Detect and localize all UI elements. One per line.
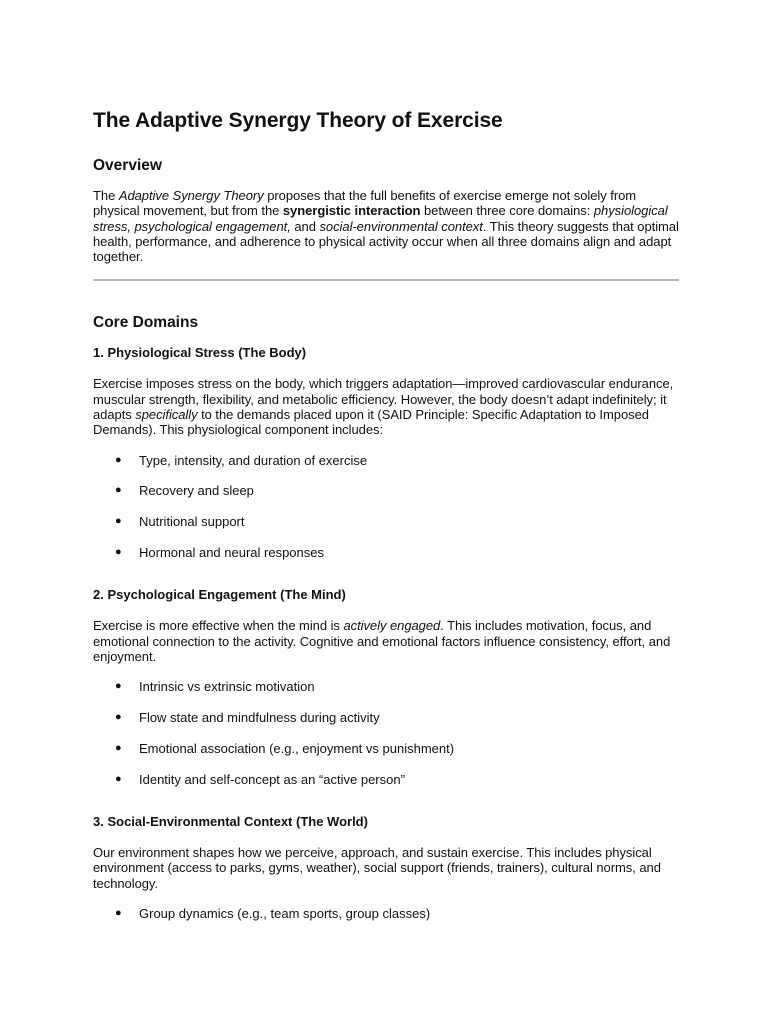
domain-1-paragraph: [93, 376, 679, 437]
list-item-text: Hormonal and neural responses: [139, 545, 324, 561]
domain-2-text-3: . This includes motivation, focus, and emotional connection to the activity. Cognitive and emotional factors influence consistency, effort, and enjoyment.: [93, 618, 671, 664]
domain-3-paragraph: Our environment shapes how we perceive, approach, and sustain exercise. This includes physical environment (access to parks, gyms, weather), social support (friends, trainers), cultural norms, and technology.: [93, 844, 661, 891]
domain-1-text-1: Exercise imposes stress on the body, which triggers adaptation—improved cardiovascular endurance, muscular strength, flexibility, and metabolic efficiency. However, the body doesn’t adapt indefinitely; it adapts: [93, 376, 674, 423]
overview-text-5: between three core domains:: [420, 203, 594, 219]
domain-2-list: [93, 679, 679, 787]
bullet-icon: ●: [115, 680, 122, 693]
list-item: [93, 453, 679, 468]
list-item: [93, 679, 679, 694]
list-item-text: Type, intensity, and duration of exercise: [139, 452, 368, 468]
section-divider: [93, 279, 679, 281]
bullet-icon: ●: [115, 546, 122, 559]
overview-text-7: and: [290, 218, 320, 234]
list-item-text: Recovery and sleep: [139, 483, 254, 499]
overview-paragraph: [93, 188, 679, 264]
domain-1-text-3: to the demands placed upon it (SAID Principle: Specific Adaptation to Imposed Demands). This physiological component includes:: [93, 407, 649, 438]
bullet-icon: ●: [115, 741, 122, 754]
list-item-text: Nutritional support: [139, 514, 245, 530]
overview-heading: Overview: [93, 157, 162, 174]
bullet-icon: ●: [115, 906, 122, 919]
domain-2-text-2: actively engaged: [343, 618, 441, 634]
list-item-text: Emotional association (e.g., enjoyment vs punishment): [139, 740, 455, 756]
bullet-icon: ●: [115, 515, 122, 528]
core-domains-heading: Core Domains: [93, 314, 199, 332]
list-item: [93, 545, 679, 560]
overview-text-9: . This theory suggests that optimal health, performance, and adherence to physical activity occur when all three domains align and adapt together.: [93, 218, 679, 265]
overview-text-4: synergistic interaction: [282, 203, 421, 219]
list-item: [93, 906, 679, 921]
bullet-icon: ●: [115, 772, 122, 785]
list-item: [93, 772, 679, 787]
domain-3-list: [93, 906, 679, 921]
overview-text-8: social-environmental context: [319, 218, 483, 234]
list-item: [93, 710, 679, 725]
domain-1-heading: 1. Physiological Stress (The Body): [93, 345, 307, 361]
list-item: [93, 514, 679, 529]
document-title: The Adaptive Synergy Theory of Exercise: [93, 109, 503, 132]
domain-2-heading: 2. Psychological Engagement (The Mind): [93, 587, 346, 603]
bullet-icon: ●: [115, 453, 122, 466]
domain-3-heading: 3. Social-Environmental Context (The World): [93, 813, 368, 829]
document-page: [93, 108, 679, 937]
list-item-text: Intrinsic vs extrinsic motivation: [139, 679, 315, 695]
overview-text-2: Adaptive Synergy Theory: [118, 188, 264, 203]
domain-1-text-2: specifically: [135, 407, 198, 423]
list-item-text: Flow state and mindfulness during activity: [139, 710, 380, 726]
bullet-icon: ●: [115, 711, 122, 724]
list-item-text: Identity and self-concept as an “active person”: [139, 771, 405, 787]
overview-text-3: proposes that the full benefits of exercise emerge not solely from physical movement, but from the: [93, 188, 637, 219]
domain-1-list: [93, 453, 679, 561]
list-item: [93, 483, 679, 498]
overview-text-1: The: [93, 188, 119, 203]
domain-2-text-1: Exercise is more effective when the mind is: [93, 618, 344, 634]
list-item-text: Group dynamics (e.g., team sports, group classes): [139, 905, 431, 921]
overview-text-6: physiological stress, psychological engagement,: [93, 203, 668, 234]
bullet-icon: ●: [115, 484, 122, 497]
list-item: [93, 741, 679, 756]
domain-2-paragraph: [93, 618, 679, 664]
